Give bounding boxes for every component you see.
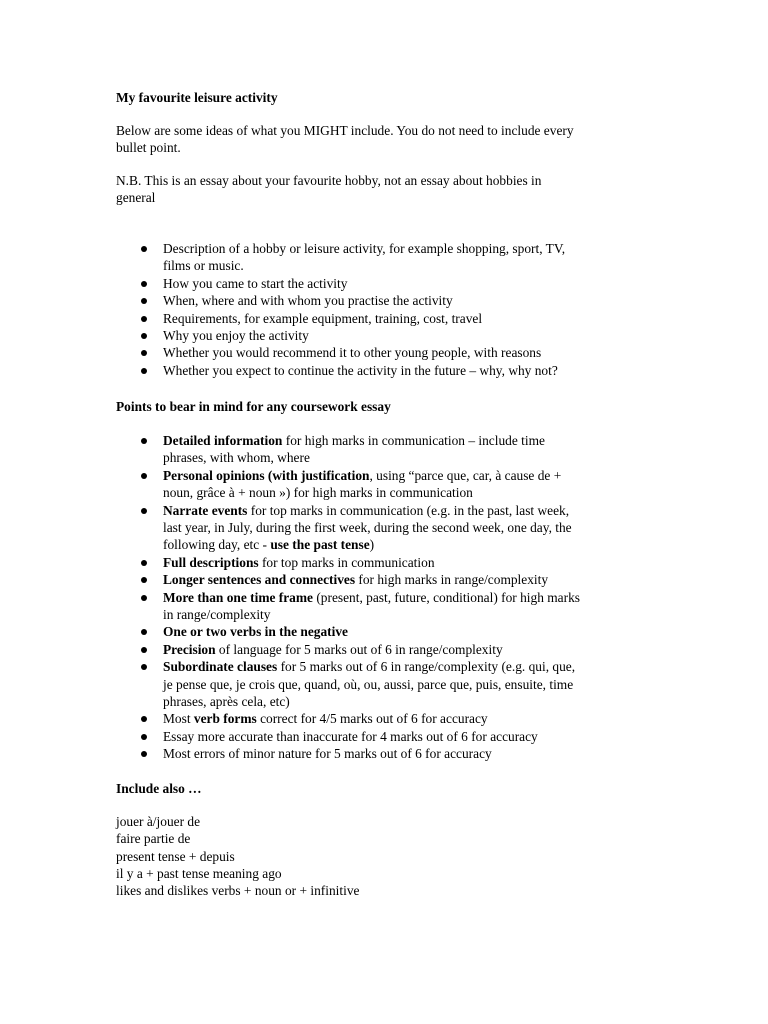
point-item-line: [163, 710, 488, 727]
bullet-dot: [141, 716, 147, 722]
point-item-line: [163, 467, 561, 484]
idea-item-line: [163, 257, 244, 274]
include-item: present tense + depuis: [116, 848, 235, 864]
text-run: last year, in July, during the first week, during the second week, one day, the: [163, 520, 572, 535]
idea-item-line: [163, 327, 309, 344]
note-line-2: general: [116, 190, 156, 205]
bullet-dot: [141, 438, 147, 444]
bullet-dot: [141, 595, 147, 601]
intro-line-1: Below are some ideas of what you MIGHT include. You do not need to include every: [116, 123, 574, 138]
include-item: il y a + past tense meaning ago: [116, 865, 282, 881]
text-run: films or music.: [163, 258, 244, 274]
bullet-dot: [141, 281, 147, 287]
text-run: phrases, with whom, where: [163, 450, 310, 466]
bullet-dot: [141, 333, 147, 339]
bullet-dot: [141, 751, 147, 757]
bullet-dot: [141, 368, 147, 374]
text-run: Whether you would recommend it to other young people, with reasons: [163, 345, 542, 361]
idea-item-line: [163, 310, 482, 327]
points-heading: Points to bear in mind for any coursework essay: [116, 399, 391, 414]
text-run: Most errors of minor nature for 5 marks out of 6 for accuracy: [163, 746, 492, 762]
text-run: Whether you expect to continue the activity in the future – why, why not?: [163, 362, 558, 378]
point-item-line: [163, 693, 290, 710]
point-item-line: [163, 728, 538, 745]
text-run: use the past tense: [270, 537, 370, 553]
point-item-line: [163, 676, 573, 693]
text-run: for high marks in range/complexity: [355, 572, 549, 588]
bullet-dot: [141, 508, 147, 514]
text-run: Precision: [163, 641, 216, 657]
text-run: Detailed information: [163, 433, 283, 448]
text-run: for 5 marks out of 6 in range/complexity (e.g. qui, que,: [277, 659, 576, 675]
bullet-dot: [141, 577, 147, 583]
bullet-dot: [141, 629, 147, 635]
include-item: likes and dislikes verbs + noun or + infinitive: [116, 883, 360, 899]
text-run: Most: [163, 711, 194, 727]
bullet-dot: [141, 560, 147, 566]
text-run: (present, past, future, conditional) for high marks: [312, 589, 580, 605]
text-run: following day, etc -: [163, 537, 271, 553]
text-run: , using “parce que, car, à cause de +: [369, 467, 562, 483]
text-run: of language for 5 marks out of 6 in range/complexity: [215, 641, 503, 657]
point-item-line: [163, 449, 310, 466]
text-run: Essay more accurate than inaccurate for 4 marks out of 6 for accuracy: [163, 728, 538, 744]
text-run: Requirements, for example equipment, training, cost, travel: [163, 310, 483, 326]
bullet-dot: [141, 316, 147, 322]
note-line-1: N.B. This is an essay about your favourite hobby, not an essay about hobbies in: [116, 173, 542, 188]
point-item-line: [163, 554, 435, 571]
text-run: noun, grâce à + noun ») for high marks in communication: [163, 485, 473, 501]
bullet-dot: [141, 647, 147, 653]
text-run: in range/complexity: [163, 607, 271, 622]
text-run: phrases, après cela, etc): [163, 694, 290, 709]
idea-item-line: [163, 292, 453, 309]
bullet-dot: [141, 350, 147, 356]
text-run: je pense que, je crois que, quand, où, ou, aussi, parce que, puis, ensuite, time: [163, 676, 574, 692]
text-run: Why you enjoy the activity: [163, 328, 309, 343]
text-run: correct for 4/5 marks out of 6 for accuracy: [256, 711, 488, 727]
point-item-line: [163, 484, 473, 501]
text-run: Description of a hobby or leisure activity, for example shopping, sport, TV,: [163, 241, 566, 256]
text-run: verb forms: [193, 711, 257, 727]
text-run: When, where and with whom you practise the activity: [163, 293, 453, 309]
idea-item-line: [163, 275, 347, 292]
text-run: How you came to start the activity: [163, 275, 348, 291]
bullet-dot: [141, 473, 147, 479]
point-item-line: [163, 606, 270, 623]
intro-line-2: bullet point.: [116, 140, 181, 155]
text-run: Personal opinions (with justification: [163, 467, 370, 483]
text-run: Longer sentences and connectives: [163, 572, 356, 588]
idea-item-line: [163, 240, 565, 257]
bullet-dot: [141, 298, 147, 304]
text-run: for top marks in communication (e.g. in the past, last week,: [247, 502, 570, 518]
document-title: My favourite leisure activity: [116, 90, 278, 105]
point-item-line: [163, 623, 348, 640]
point-item-line: [163, 589, 580, 606]
bullet-dot: [141, 246, 147, 252]
text-run: More than one time frame: [163, 589, 313, 605]
point-item-line: [163, 658, 575, 675]
text-run: Full descriptions: [163, 554, 259, 570]
text-run: One or two verbs in the negative: [163, 624, 348, 640]
point-item-line: [163, 519, 572, 536]
text-run: for top marks in communication: [258, 554, 435, 570]
bullet-dot: [141, 734, 147, 740]
text-run: for high marks in communication – include time: [282, 433, 545, 448]
bullet-dot: [141, 664, 147, 670]
idea-item-line: [163, 344, 541, 361]
point-item-line: [163, 502, 569, 519]
point-item-line: [163, 571, 548, 588]
include-item: jouer à/jouer de: [116, 814, 201, 829]
point-item-line: [163, 536, 374, 553]
text-run: ): [369, 537, 375, 553]
text-run: Narrate events: [163, 502, 248, 518]
idea-item-line: [163, 362, 558, 379]
point-item-line: [163, 641, 503, 658]
point-item-line: [163, 745, 492, 762]
text-run: Subordinate clauses: [163, 659, 278, 675]
point-item-line: [163, 432, 545, 449]
include-item: faire partie de: [116, 831, 191, 847]
include-heading: Include also …: [116, 781, 202, 796]
